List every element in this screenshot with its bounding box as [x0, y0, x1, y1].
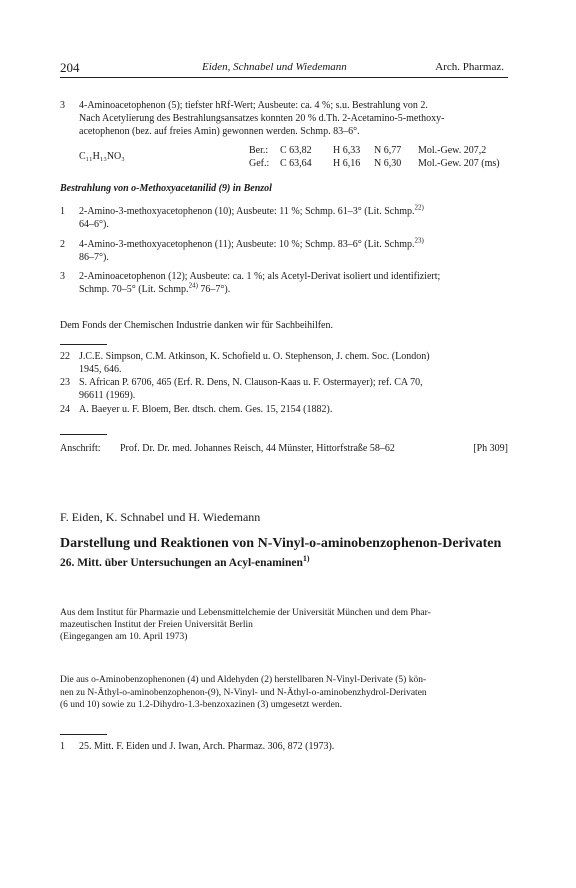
article-authors: F. Eiden, K. Schnabel und H. Wiedemann: [60, 510, 261, 524]
analysis-c: C 63,82: [280, 145, 312, 156]
footnote-rule: [60, 734, 107, 735]
analysis-n: N 6,77: [374, 145, 402, 156]
analysis-h: H 6,33: [333, 145, 361, 156]
item-number: 3: [60, 100, 65, 111]
reference-number: 24: [60, 404, 70, 415]
reference-number: 22: [60, 351, 70, 362]
received-date: (Eingegangen am 10. April 1973): [60, 632, 188, 642]
acknowledgement: Dem Fonds der Chemischen Industrie danken wir für Sachbeihilfen.: [60, 320, 333, 331]
item-line: [79, 238, 504, 251]
institute-affiliation: [60, 607, 508, 643]
item-line: 86–7°).: [79, 252, 109, 263]
item-line: [79, 205, 504, 218]
item-text: [79, 205, 504, 231]
address-text: Prof. Dr. Dr. med. Johannes Reisch, 44 Münster, Hittorfstraße 58–62: [120, 443, 395, 454]
reference-line: S. African P. 6706, 465 (Erf. R. Dens, N. Clauson-Kaas u. F. Ostermayer); ref. CA 70,: [79, 377, 423, 388]
institute-line: mazeutischen Institut der Freien Universität Berlin: [60, 620, 253, 630]
item-line: 2-Aminoacetophenon (12); Ausbeute: ca. 1 %; als Acetyl-Derivat isoliert und identifiziert;: [79, 271, 441, 282]
page-number: 204: [60, 60, 80, 75]
fraction-item-3: [60, 99, 508, 139]
result-item-1: [60, 205, 508, 233]
analysis-n: N 6,30: [374, 158, 402, 169]
footnote-number: 1: [60, 741, 65, 752]
item-line: acetophenon (bez. auf freies Amin) gewonnen werden. Schmp. 83–6°.: [79, 126, 360, 137]
result-item-3: [60, 270, 508, 298]
item-number: 3: [60, 271, 65, 282]
article-abstract: [60, 674, 508, 712]
abstract-line: (6 und 10) sowie zu 1.2-Dihydro-1.3-benzoxazinen (3) umgesetzt werden.: [60, 700, 343, 710]
address-rule: [60, 434, 107, 435]
abstract-line: Die aus o-Aminobenzophenonen (4) und Aldehyden (2) herstellbaren N-Vinyl-Derivate (5) kön-: [60, 675, 427, 685]
analysis-mw: Mol.-Gew. 207,2: [418, 145, 487, 156]
reference-line: A. Baeyer u. F. Bloem, Ber. dtsch. chem. Ges. 15, 2154 (1882).: [79, 404, 333, 415]
running-header: [60, 60, 504, 76]
section-title: Bestrahlung von o-Methoxyacetanilid (9) in Benzol: [60, 183, 272, 194]
analysis-c: C 63,64: [280, 158, 312, 169]
header-rule: [60, 77, 508, 78]
manuscript-code: [Ph 309]: [473, 443, 508, 454]
item-line: 64–6°).: [79, 219, 109, 230]
item-text: [79, 99, 504, 138]
reference-text: [79, 403, 504, 416]
item-text: [79, 270, 504, 296]
reference-number: 23: [60, 377, 70, 388]
item-line: [79, 283, 504, 296]
item-line-text: 76–7°).: [197, 284, 231, 295]
running-title: Eiden, Schnabel und Wiedemann: [202, 61, 347, 73]
correspondence-address: [60, 443, 508, 457]
address-label: Anschrift:: [60, 443, 101, 454]
reference-line: J.C.E. Simpson, C.M. Atkinson, K. Schofield u. O. Stephenson, J. chem. Soc. (London): [79, 351, 430, 362]
reference-marker: 23): [414, 236, 424, 245]
item-line-text: Schmp. 70–5° (Lit. Schmp.: [79, 284, 189, 295]
reference-text: [79, 376, 504, 402]
reference-text: [79, 350, 504, 376]
item-number: 1: [60, 206, 65, 217]
institute-line: Aus dem Institut für Pharmazie und Lebensmittelchemie der Universität München und dem Phar-: [60, 608, 431, 618]
item-number: 2: [60, 239, 65, 250]
item-line-text: 2-Amino-3-methoxyacetophenon (10); Ausbeute: 11 %; Schmp. 61–3° (Lit. Schmp.: [79, 206, 415, 217]
reference-line: 1945, 646.: [79, 364, 122, 375]
analysis-h: H 6,16: [333, 158, 361, 169]
subtitle-text: 26. Mitt. über Untersuchungen an Acyl-enaminen: [60, 557, 303, 569]
reference-marker: 22): [414, 203, 424, 212]
journal-name: Arch. Pharmaz.: [435, 61, 504, 73]
reference-marker: 24): [188, 281, 198, 290]
analysis-label: Gef.:: [249, 158, 270, 169]
analysis-label: Ber.:: [249, 145, 269, 156]
article-subtitle: [60, 554, 310, 569]
references-rule: [60, 344, 107, 345]
abstract-line: nen zu N-Äthyl-o-aminobenzophenon-(9), N-Vinyl- und N-Äthyl-o-aminobenzhydrol-Derivaten: [60, 687, 427, 698]
article-title: Darstellung und Reaktionen von N-Vinyl-o-aminobenzophenon-Derivaten: [60, 536, 502, 551]
reference-item: [60, 403, 508, 416]
reference-item: [60, 350, 508, 376]
reference-item: [60, 376, 508, 402]
footnote-text: 25. Mitt. F. Eiden und J. Iwan, Arch. Pharmaz. 306, 872 (1973).: [79, 741, 335, 752]
item-line: 4-Aminoacetophenon (5); tiefster hRf-Wert; Ausbeute: ca. 4 %; s.u. Bestrahlung von 2.: [79, 100, 428, 111]
item-line: Nach Acetylierung des Bestrahlungsansatzes konnten 20 % d.Th. 2-Acetamino-5-methoxy-: [79, 113, 445, 124]
footnote-marker: 1): [302, 554, 310, 564]
molecular-formula: C₁₁H₁₃NO₃: [79, 151, 125, 162]
item-line-text: 4-Amino-3-methoxyacetophenon (11); Ausbeute: 10 %; Schmp. 83–6° (Lit. Schmp.: [79, 239, 415, 250]
reference-line: 96611 (1969).: [79, 390, 136, 401]
item-text: [79, 238, 504, 264]
result-item-2: [60, 238, 508, 266]
analysis-mw: Mol.-Gew. 207 (ms): [418, 158, 500, 169]
